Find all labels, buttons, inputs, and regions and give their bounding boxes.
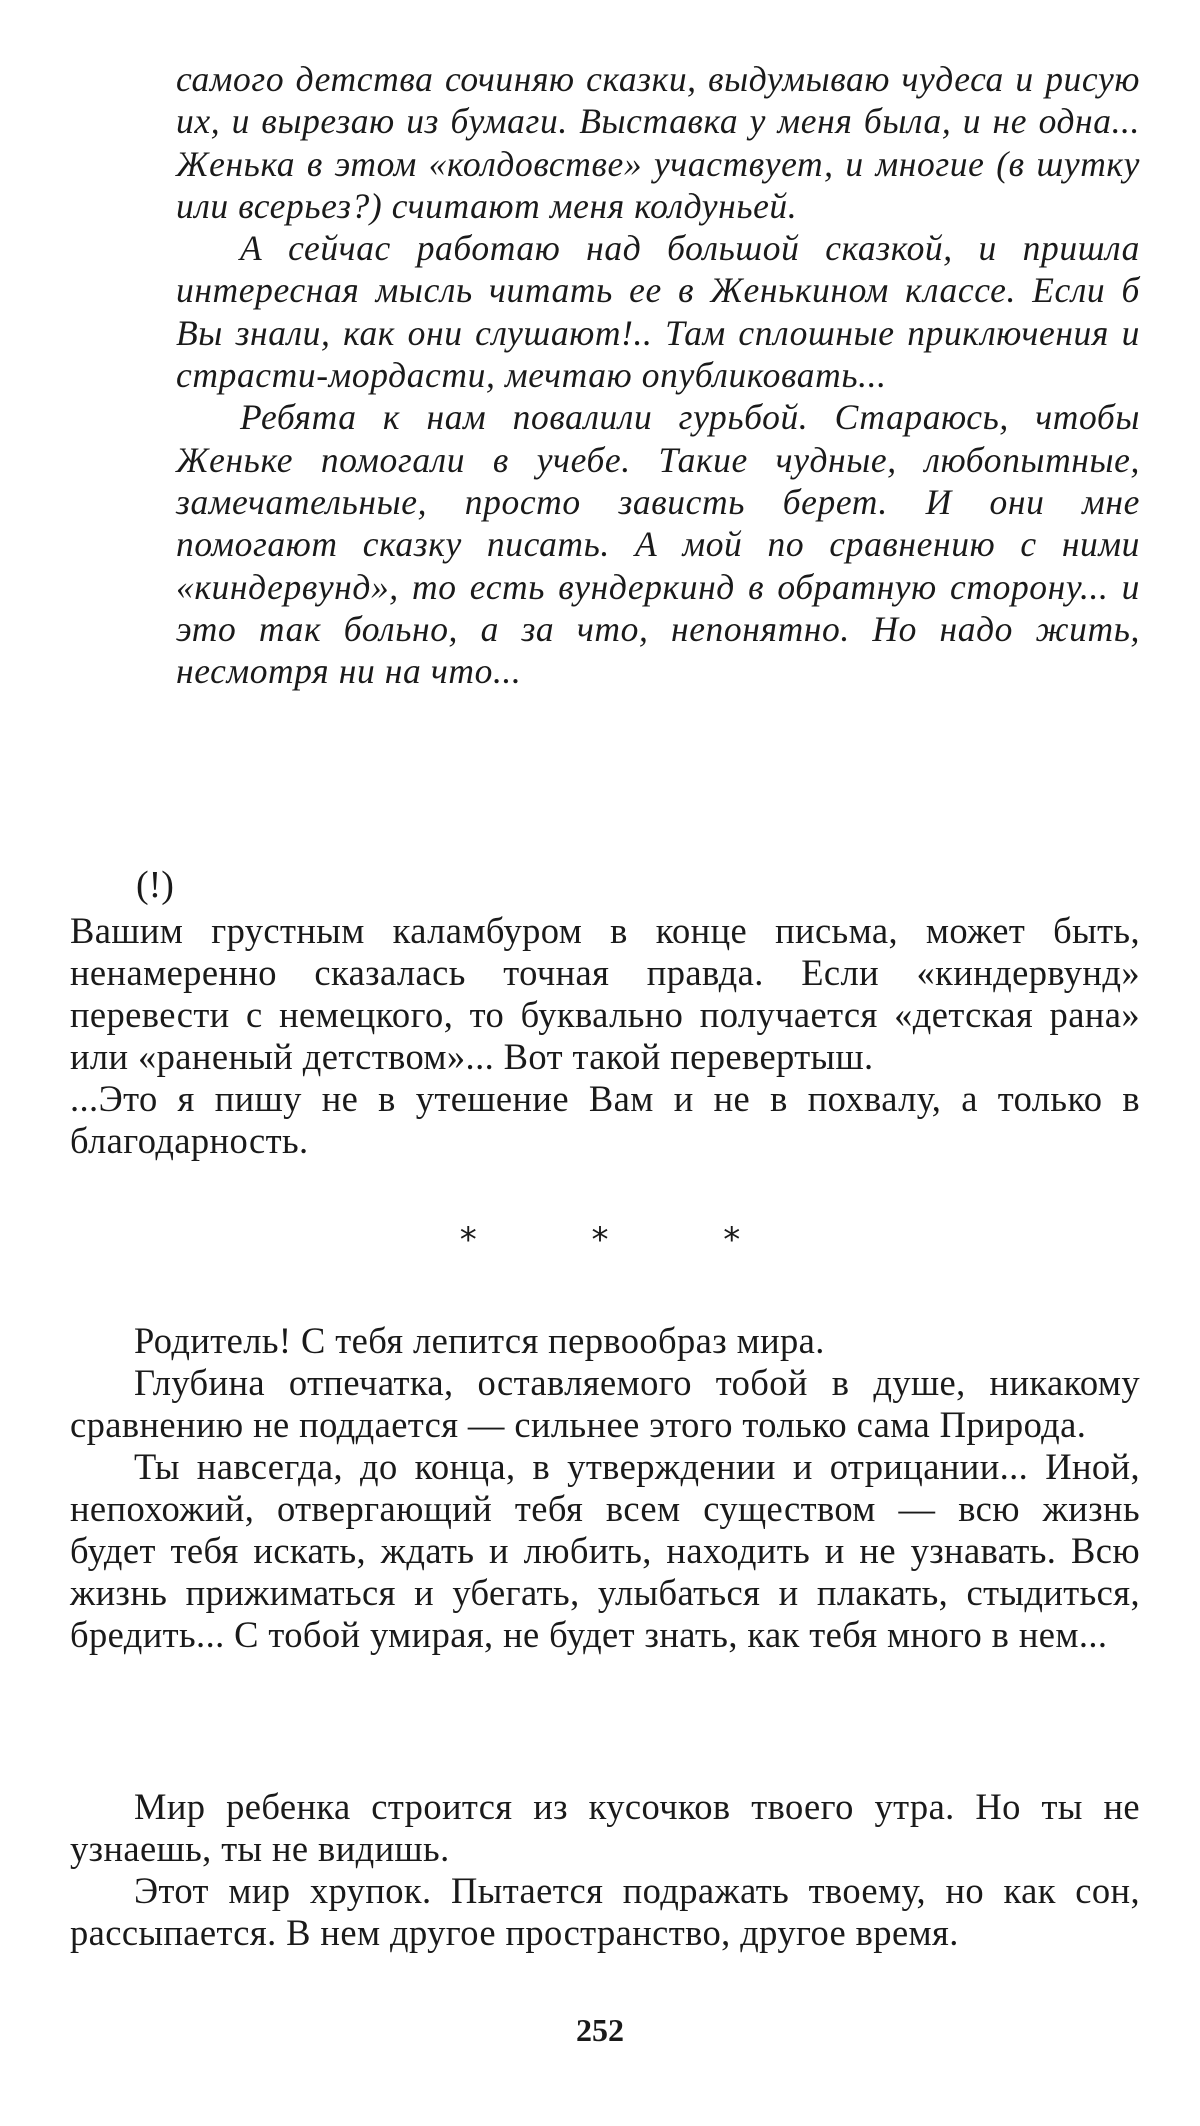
reply-paragraph-2: ...Это я пишу не в утешение Вам и не в похвалу, а только в благодарность. bbox=[70, 1078, 1140, 1161]
reply-paragraph-1: Вашим грустным каламбуром в конце письма, может быть, ненамеренно сказалась точная правда. Если «киндервунд» перевести с немецкого, то буквально получается «детская рана» или «раненый детством»... Вот такой перевертыш. bbox=[70, 910, 1140, 1077]
section1-paragraph-3: Ты навсегда, до конца, в утверждении и отрицании... Иной, непохожий, отвергающий тебя всем существом — всю жизнь будет тебя искать, ждать и любить, находить и не узнавать. Всю жизнь прижиматься и убегать, улыбаться и плакать, стыдиться, бредить... С тобой умирая, не будет знать, как тебя много в нем... bbox=[70, 1446, 1140, 1655]
letter-paragraph-2: А сейчас работаю над большой сказкой, и пришла интересная мысль читать ее в Женькином классе. Если б Вы знали, как они слушают!.. Там сплошные приключения и страсти-мордасти, мечтаю опубликовать... bbox=[176, 228, 1140, 396]
letter-paragraph-1: самого детства сочиняю сказки, выдумываю чудеса и рисую их, и вырезаю из бумаги. Выставка у меня была, и не одна... Женька в этом «колдовстве» участвует, и многие (в шутку или всерьез?) считают меня колдуньей. bbox=[176, 59, 1140, 226]
page-number: 252 bbox=[576, 2012, 624, 2048]
section1-paragraph-1: Родитель! С тебя лепится первообраз мира. bbox=[134, 1320, 825, 1361]
letter-paragraph-3: Ребята к нам повалили гурьбой. Стараюсь, чтобы Женьке помогали в учебе. Такие чудные, любопытные, замечательные, просто зависть берет. И они мне помогают сказку писать. А мой по сравнению с ними «киндервунд», то есть вундеркинд в обратную сторону... и это так больно, а за что, непонятно. Но надо жить, несмотря ни на что... bbox=[176, 397, 1140, 692]
section2-paragraph-1: Мир ребенка строится из кусочков твоего утра. Но ты не узнаешь, ты не видишь. bbox=[70, 1786, 1140, 1869]
section2-paragraph-2: Этот мир хрупок. Пытается подражать твоему, но как сон, рассыпается. В нем другое пространство, другое время. bbox=[70, 1870, 1140, 1953]
section-parent bbox=[70, 1320, 1140, 1656]
section-child-world bbox=[70, 1786, 1140, 1954]
reply-text bbox=[70, 910, 1140, 1162]
section1-paragraph-2: Глубина отпечатка, оставляемого тобой в душе, никакому сравнению не поддается — сильнее этого только сама Природа. bbox=[70, 1362, 1140, 1445]
reply-marker: (!) bbox=[136, 864, 174, 906]
quoted-letter bbox=[176, 58, 1140, 692]
section-separator: * * * bbox=[459, 1220, 793, 1260]
